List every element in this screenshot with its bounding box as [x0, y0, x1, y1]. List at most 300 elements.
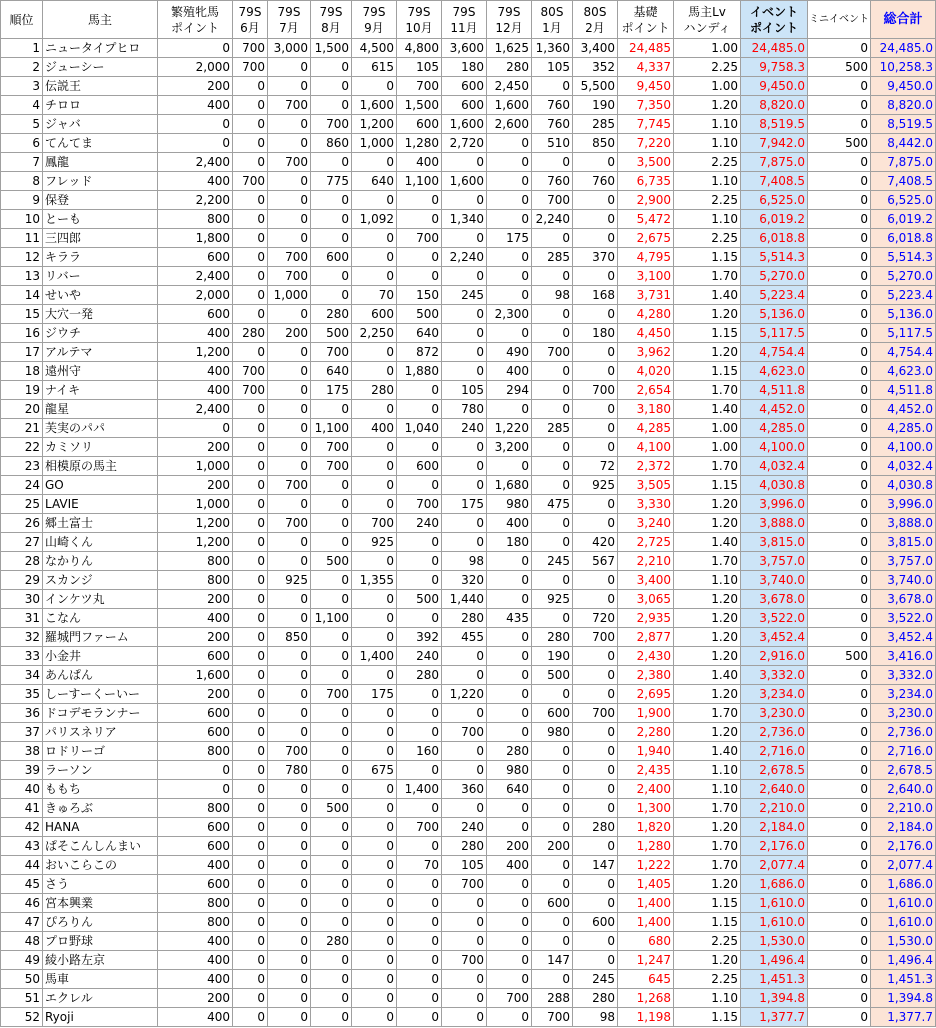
79s-dec-cell[interactable]: 0	[487, 324, 532, 343]
79s-jun-cell[interactable]: 0	[233, 96, 268, 115]
handicap-cell[interactable]: 1.10	[674, 780, 741, 799]
79s-dec-cell[interactable]: 640	[487, 780, 532, 799]
79s-oct-cell[interactable]: 400	[397, 153, 442, 172]
rank-cell[interactable]: 51	[1, 989, 43, 1008]
owner-name-cell[interactable]: ラーソン	[43, 761, 158, 780]
handicap-cell[interactable]: 1.10	[674, 172, 741, 191]
broodmare-points-cell[interactable]: 800	[158, 210, 233, 229]
rank-cell[interactable]: 19	[1, 381, 43, 400]
broodmare-points-cell[interactable]: 0	[158, 761, 233, 780]
rank-cell[interactable]: 30	[1, 590, 43, 609]
handicap-cell[interactable]: 1.10	[674, 571, 741, 590]
80s-jan-cell[interactable]: 510	[532, 134, 573, 153]
79s-sep-cell[interactable]: 0	[352, 723, 397, 742]
80s-jan-cell[interactable]: 0	[532, 457, 573, 476]
79s-nov-cell[interactable]: 0	[442, 153, 487, 172]
80s-jan-cell[interactable]: 0	[532, 742, 573, 761]
79s-nov-cell[interactable]: 105	[442, 856, 487, 875]
79s-nov-cell[interactable]: 2,240	[442, 248, 487, 267]
80s-feb-cell[interactable]: 168	[573, 286, 618, 305]
79s-jun-cell[interactable]: 700	[233, 381, 268, 400]
80s-feb-cell[interactable]: 700	[573, 704, 618, 723]
event-points-cell[interactable]: 3,996.0	[741, 495, 808, 514]
grand-total-cell[interactable]: 5,270.0	[871, 267, 936, 286]
79s-sep-cell[interactable]: 0	[352, 894, 397, 913]
base-points-cell[interactable]: 3,962	[618, 343, 674, 362]
79s-aug-cell[interactable]: 0	[311, 533, 352, 552]
79s-sep-cell[interactable]: 0	[352, 837, 397, 856]
event-points-cell[interactable]: 4,511.8	[741, 381, 808, 400]
event-points-cell[interactable]: 4,285.0	[741, 419, 808, 438]
80s-jan-cell[interactable]: 0	[532, 305, 573, 324]
79s-dec-cell[interactable]: 980	[487, 495, 532, 514]
79s-jul-cell[interactable]: 0	[268, 343, 311, 362]
grand-total-cell[interactable]: 5,136.0	[871, 305, 936, 324]
handicap-cell[interactable]: 1.00	[674, 438, 741, 457]
handicap-cell[interactable]: 1.70	[674, 837, 741, 856]
owner-name-cell[interactable]: インケツ丸	[43, 590, 158, 609]
rank-cell[interactable]: 18	[1, 362, 43, 381]
owner-name-cell[interactable]: ロドリーゴ	[43, 742, 158, 761]
broodmare-points-cell[interactable]: 2,000	[158, 58, 233, 77]
79s-dec-cell[interactable]: 280	[487, 58, 532, 77]
grand-total-cell[interactable]: 8,519.5	[871, 115, 936, 134]
79s-sep-cell[interactable]: 0	[352, 989, 397, 1008]
owner-name-cell[interactable]: ぴろりん	[43, 913, 158, 932]
handicap-cell[interactable]: 1.40	[674, 533, 741, 552]
80s-feb-cell[interactable]: 0	[573, 210, 618, 229]
79s-sep-cell[interactable]: 0	[352, 457, 397, 476]
79s-oct-cell[interactable]: 280	[397, 666, 442, 685]
mini-event-cell[interactable]: 0	[808, 799, 871, 818]
79s-sep-cell[interactable]: 600	[352, 305, 397, 324]
79s-dec-cell[interactable]: 0	[487, 970, 532, 989]
base-points-cell[interactable]: 3,100	[618, 267, 674, 286]
80s-jan-cell[interactable]: 0	[532, 514, 573, 533]
80s-feb-cell[interactable]: 850	[573, 134, 618, 153]
base-points-cell[interactable]: 3,065	[618, 590, 674, 609]
event-points-cell[interactable]: 3,522.0	[741, 609, 808, 628]
mini-event-cell[interactable]: 0	[808, 970, 871, 989]
grand-total-cell[interactable]: 1,610.0	[871, 913, 936, 932]
handicap-cell[interactable]: 1.10	[674, 115, 741, 134]
base-points-cell[interactable]: 2,877	[618, 628, 674, 647]
owner-name-cell[interactable]: 山崎くん	[43, 533, 158, 552]
rank-cell[interactable]: 22	[1, 438, 43, 457]
80s-feb-cell[interactable]: 600	[573, 913, 618, 932]
79s-nov-cell[interactable]: 0	[442, 1008, 487, 1027]
79s-oct-cell[interactable]: 700	[397, 229, 442, 248]
event-points-cell[interactable]: 2,678.5	[741, 761, 808, 780]
79s-nov-cell[interactable]: 1,340	[442, 210, 487, 229]
79s-sep-cell[interactable]: 1,355	[352, 571, 397, 590]
79s-nov-cell[interactable]: 0	[442, 267, 487, 286]
79s-sep-cell[interactable]: 1,600	[352, 96, 397, 115]
80s-feb-cell[interactable]: 0	[573, 305, 618, 324]
79s-aug-cell[interactable]: 0	[311, 58, 352, 77]
79s-jun-cell[interactable]: 0	[233, 704, 268, 723]
79s-dec-cell[interactable]: 1,220	[487, 419, 532, 438]
broodmare-points-cell[interactable]: 400	[158, 856, 233, 875]
owner-name-cell[interactable]: 馬車	[43, 970, 158, 989]
owner-name-cell[interactable]: こなん	[43, 609, 158, 628]
79s-dec-cell[interactable]: 2,600	[487, 115, 532, 134]
79s-jul-cell[interactable]: 0	[268, 172, 311, 191]
79s-jun-cell[interactable]: 0	[233, 913, 268, 932]
broodmare-points-cell[interactable]: 400	[158, 96, 233, 115]
mini-event-cell[interactable]: 0	[808, 590, 871, 609]
79s-nov-cell[interactable]: 780	[442, 400, 487, 419]
80s-jan-cell[interactable]: 285	[532, 248, 573, 267]
79s-jun-cell[interactable]: 0	[233, 514, 268, 533]
handicap-cell[interactable]: 1.20	[674, 647, 741, 666]
79s-dec-cell[interactable]: 0	[487, 457, 532, 476]
79s-sep-cell[interactable]: 0	[352, 799, 397, 818]
79s-oct-cell[interactable]: 0	[397, 837, 442, 856]
broodmare-points-cell[interactable]: 0	[158, 115, 233, 134]
owner-name-cell[interactable]: 龍星	[43, 400, 158, 419]
80s-feb-cell[interactable]: 0	[573, 723, 618, 742]
79s-sep-cell[interactable]: 0	[352, 818, 397, 837]
80s-feb-cell[interactable]: 285	[573, 115, 618, 134]
79s-jun-cell[interactable]: 0	[233, 875, 268, 894]
79s-sep-cell[interactable]: 4,500	[352, 39, 397, 58]
event-points-cell[interactable]: 4,030.8	[741, 476, 808, 495]
event-points-cell[interactable]: 2,640.0	[741, 780, 808, 799]
rank-cell[interactable]: 48	[1, 932, 43, 951]
owner-name-cell[interactable]: 保登	[43, 191, 158, 210]
79s-sep-cell[interactable]: 0	[352, 229, 397, 248]
rank-cell[interactable]: 12	[1, 248, 43, 267]
79s-jun-cell[interactable]: 0	[233, 134, 268, 153]
79s-jul-cell[interactable]: 0	[268, 495, 311, 514]
handicap-cell[interactable]: 2.25	[674, 153, 741, 172]
79s-jul-cell[interactable]: 0	[268, 1008, 311, 1027]
base-points-cell[interactable]: 1,268	[618, 989, 674, 1008]
79s-dec-cell[interactable]: 700	[487, 989, 532, 1008]
80s-jan-cell[interactable]: 0	[532, 818, 573, 837]
79s-jul-cell[interactable]: 0	[268, 115, 311, 134]
79s-dec-cell[interactable]: 435	[487, 609, 532, 628]
base-points-cell[interactable]: 2,900	[618, 191, 674, 210]
rank-cell[interactable]: 25	[1, 495, 43, 514]
79s-aug-cell[interactable]: 0	[311, 229, 352, 248]
79s-jul-cell[interactable]: 700	[268, 267, 311, 286]
owner-name-cell[interactable]: チロロ	[43, 96, 158, 115]
79s-oct-cell[interactable]: 160	[397, 742, 442, 761]
79s-jun-cell[interactable]: 0	[233, 476, 268, 495]
base-points-cell[interactable]: 2,400	[618, 780, 674, 799]
79s-jul-cell[interactable]: 850	[268, 628, 311, 647]
owner-name-cell[interactable]: 郷土富士	[43, 514, 158, 533]
79s-aug-cell[interactable]: 0	[311, 286, 352, 305]
broodmare-points-cell[interactable]: 600	[158, 818, 233, 837]
79s-oct-cell[interactable]: 700	[397, 495, 442, 514]
base-points-cell[interactable]: 5,472	[618, 210, 674, 229]
event-points-cell[interactable]: 2,184.0	[741, 818, 808, 837]
owner-name-cell[interactable]: リバー	[43, 267, 158, 286]
80s-jan-cell[interactable]: 0	[532, 875, 573, 894]
broodmare-points-cell[interactable]: 200	[158, 989, 233, 1008]
owner-name-cell[interactable]: 羅城門ファーム	[43, 628, 158, 647]
event-points-cell[interactable]: 4,452.0	[741, 400, 808, 419]
79s-oct-cell[interactable]: 0	[397, 989, 442, 1008]
79s-aug-cell[interactable]: 1,500	[311, 39, 352, 58]
handicap-cell[interactable]: 1.70	[674, 704, 741, 723]
event-points-cell[interactable]: 24,485.0	[741, 39, 808, 58]
79s-dec-cell[interactable]: 0	[487, 799, 532, 818]
79s-nov-cell[interactable]: 0	[442, 666, 487, 685]
rank-cell[interactable]: 8	[1, 172, 43, 191]
event-points-cell[interactable]: 9,450.0	[741, 77, 808, 96]
79s-jul-cell[interactable]: 700	[268, 96, 311, 115]
mini-event-cell[interactable]: 0	[808, 685, 871, 704]
79s-sep-cell[interactable]: 0	[352, 742, 397, 761]
base-points-cell[interactable]: 3,240	[618, 514, 674, 533]
broodmare-points-cell[interactable]: 400	[158, 1008, 233, 1027]
rank-cell[interactable]: 1	[1, 39, 43, 58]
owner-name-cell[interactable]: 相模原の馬主	[43, 457, 158, 476]
broodmare-points-cell[interactable]: 0	[158, 39, 233, 58]
79s-dec-cell[interactable]: 0	[487, 590, 532, 609]
79s-aug-cell[interactable]: 280	[311, 932, 352, 951]
base-points-cell[interactable]: 680	[618, 932, 674, 951]
79s-nov-cell[interactable]: 455	[442, 628, 487, 647]
79s-jun-cell[interactable]: 0	[233, 552, 268, 571]
broodmare-points-cell[interactable]: 1,200	[158, 514, 233, 533]
79s-oct-cell[interactable]: 392	[397, 628, 442, 647]
79s-jul-cell[interactable]: 0	[268, 533, 311, 552]
owner-name-cell[interactable]: 大穴一発	[43, 305, 158, 324]
79s-jul-cell[interactable]: 780	[268, 761, 311, 780]
handicap-cell[interactable]: 2.25	[674, 191, 741, 210]
broodmare-points-cell[interactable]: 2,000	[158, 286, 233, 305]
mini-event-cell[interactable]: 500	[808, 134, 871, 153]
79s-aug-cell[interactable]: 1,100	[311, 609, 352, 628]
broodmare-points-cell[interactable]: 1,800	[158, 229, 233, 248]
79s-oct-cell[interactable]: 872	[397, 343, 442, 362]
79s-jun-cell[interactable]: 0	[233, 267, 268, 286]
79s-jul-cell[interactable]: 0	[268, 210, 311, 229]
handicap-cell[interactable]: 1.40	[674, 286, 741, 305]
79s-oct-cell[interactable]: 105	[397, 58, 442, 77]
grand-total-cell[interactable]: 4,452.0	[871, 400, 936, 419]
80s-feb-cell[interactable]: 0	[573, 837, 618, 856]
owner-name-cell[interactable]: せいや	[43, 286, 158, 305]
rank-cell[interactable]: 49	[1, 951, 43, 970]
base-points-cell[interactable]: 1,300	[618, 799, 674, 818]
mini-event-cell[interactable]: 0	[808, 609, 871, 628]
rank-cell[interactable]: 29	[1, 571, 43, 590]
80s-jan-cell[interactable]: 0	[532, 381, 573, 400]
79s-nov-cell[interactable]: 245	[442, 286, 487, 305]
broodmare-points-cell[interactable]: 600	[158, 704, 233, 723]
rank-cell[interactable]: 6	[1, 134, 43, 153]
rank-cell[interactable]: 38	[1, 742, 43, 761]
79s-aug-cell[interactable]: 0	[311, 989, 352, 1008]
grand-total-cell[interactable]: 1,610.0	[871, 894, 936, 913]
80s-jan-cell[interactable]: 0	[532, 685, 573, 704]
base-points-cell[interactable]: 4,280	[618, 305, 674, 324]
owner-name-cell[interactable]: キララ	[43, 248, 158, 267]
79s-oct-cell[interactable]: 500	[397, 590, 442, 609]
79s-dec-cell[interactable]: 0	[487, 666, 532, 685]
79s-sep-cell[interactable]: 0	[352, 970, 397, 989]
79s-aug-cell[interactable]: 0	[311, 495, 352, 514]
event-points-cell[interactable]: 3,757.0	[741, 552, 808, 571]
base-points-cell[interactable]: 1,247	[618, 951, 674, 970]
80s-jan-cell[interactable]: 2,240	[532, 210, 573, 229]
79s-jun-cell[interactable]: 0	[233, 77, 268, 96]
79s-dec-cell[interactable]: 400	[487, 856, 532, 875]
base-points-cell[interactable]: 1,280	[618, 837, 674, 856]
grand-total-cell[interactable]: 1,394.8	[871, 989, 936, 1008]
broodmare-points-cell[interactable]: 2,400	[158, 400, 233, 419]
handicap-cell[interactable]: 1.20	[674, 514, 741, 533]
mini-event-cell[interactable]: 0	[808, 457, 871, 476]
handicap-cell[interactable]: 1.40	[674, 666, 741, 685]
handicap-cell[interactable]: 1.10	[674, 134, 741, 153]
handicap-cell[interactable]: 1.00	[674, 419, 741, 438]
79s-dec-cell[interactable]: 400	[487, 362, 532, 381]
80s-jan-cell[interactable]: 0	[532, 229, 573, 248]
rank-cell[interactable]: 20	[1, 400, 43, 419]
broodmare-points-cell[interactable]: 400	[158, 362, 233, 381]
79s-sep-cell[interactable]: 0	[352, 552, 397, 571]
base-points-cell[interactable]: 4,285	[618, 419, 674, 438]
79s-oct-cell[interactable]: 0	[397, 932, 442, 951]
79s-jul-cell[interactable]: 0	[268, 837, 311, 856]
79s-jun-cell[interactable]: 0	[233, 780, 268, 799]
owner-name-cell[interactable]: プロ野球	[43, 932, 158, 951]
owner-name-cell[interactable]: ジューシー	[43, 58, 158, 77]
79s-sep-cell[interactable]: 400	[352, 419, 397, 438]
79s-jul-cell[interactable]: 0	[268, 58, 311, 77]
rank-cell[interactable]: 9	[1, 191, 43, 210]
79s-oct-cell[interactable]: 0	[397, 210, 442, 229]
80s-jan-cell[interactable]: 760	[532, 172, 573, 191]
broodmare-points-cell[interactable]: 200	[158, 476, 233, 495]
80s-feb-cell[interactable]: 0	[573, 875, 618, 894]
79s-oct-cell[interactable]: 240	[397, 647, 442, 666]
79s-aug-cell[interactable]: 0	[311, 400, 352, 419]
mini-event-cell[interactable]: 0	[808, 894, 871, 913]
event-points-cell[interactable]: 9,758.3	[741, 58, 808, 77]
grand-total-cell[interactable]: 4,032.4	[871, 457, 936, 476]
79s-oct-cell[interactable]: 0	[397, 267, 442, 286]
handicap-cell[interactable]: 1.10	[674, 210, 741, 229]
80s-jan-cell[interactable]: 0	[532, 609, 573, 628]
79s-aug-cell[interactable]: 1,100	[311, 419, 352, 438]
rank-cell[interactable]: 4	[1, 96, 43, 115]
grand-total-cell[interactable]: 3,416.0	[871, 647, 936, 666]
handicap-cell[interactable]: 1.70	[674, 856, 741, 875]
79s-aug-cell[interactable]: 0	[311, 970, 352, 989]
79s-aug-cell[interactable]: 0	[311, 856, 352, 875]
79s-sep-cell[interactable]: 0	[352, 248, 397, 267]
79s-aug-cell[interactable]: 0	[311, 1008, 352, 1027]
grand-total-cell[interactable]: 3,522.0	[871, 609, 936, 628]
80s-feb-cell[interactable]: 0	[573, 419, 618, 438]
79s-jun-cell[interactable]: 0	[233, 210, 268, 229]
mini-event-cell[interactable]: 0	[808, 533, 871, 552]
grand-total-cell[interactable]: 6,019.2	[871, 210, 936, 229]
80s-jan-cell[interactable]: 0	[532, 438, 573, 457]
79s-dec-cell[interactable]: 180	[487, 533, 532, 552]
event-points-cell[interactable]: 1,496.4	[741, 951, 808, 970]
owner-name-cell[interactable]: ジウチ	[43, 324, 158, 343]
mini-event-cell[interactable]: 0	[808, 951, 871, 970]
broodmare-points-cell[interactable]: 600	[158, 647, 233, 666]
base-points-cell[interactable]: 1,940	[618, 742, 674, 761]
79s-aug-cell[interactable]: 500	[311, 324, 352, 343]
79s-aug-cell[interactable]: 500	[311, 552, 352, 571]
79s-sep-cell[interactable]: 0	[352, 495, 397, 514]
mini-event-cell[interactable]: 0	[808, 780, 871, 799]
handicap-cell[interactable]: 1.70	[674, 799, 741, 818]
79s-jun-cell[interactable]: 700	[233, 39, 268, 58]
79s-sep-cell[interactable]: 0	[352, 362, 397, 381]
80s-feb-cell[interactable]: 0	[573, 780, 618, 799]
79s-aug-cell[interactable]: 860	[311, 134, 352, 153]
79s-jul-cell[interactable]: 700	[268, 248, 311, 267]
rank-cell[interactable]: 40	[1, 780, 43, 799]
79s-dec-cell[interactable]: 1,600	[487, 96, 532, 115]
79s-sep-cell[interactable]: 70	[352, 286, 397, 305]
79s-oct-cell[interactable]: 1,100	[397, 172, 442, 191]
79s-dec-cell[interactable]: 294	[487, 381, 532, 400]
79s-jul-cell[interactable]: 0	[268, 438, 311, 457]
79s-nov-cell[interactable]: 240	[442, 419, 487, 438]
handicap-cell[interactable]: 1.15	[674, 1008, 741, 1027]
mini-event-cell[interactable]: 0	[808, 856, 871, 875]
mini-event-cell[interactable]: 0	[808, 96, 871, 115]
rank-cell[interactable]: 31	[1, 609, 43, 628]
80s-jan-cell[interactable]: 1,360	[532, 39, 573, 58]
broodmare-points-cell[interactable]: 400	[158, 951, 233, 970]
event-points-cell[interactable]: 3,234.0	[741, 685, 808, 704]
79s-sep-cell[interactable]: 0	[352, 628, 397, 647]
79s-aug-cell[interactable]: 700	[311, 457, 352, 476]
80s-jan-cell[interactable]: 0	[532, 476, 573, 495]
broodmare-points-cell[interactable]: 800	[158, 913, 233, 932]
event-points-cell[interactable]: 4,623.0	[741, 362, 808, 381]
79s-nov-cell[interactable]: 0	[442, 305, 487, 324]
79s-nov-cell[interactable]: 0	[442, 647, 487, 666]
80s-feb-cell[interactable]: 0	[573, 951, 618, 970]
broodmare-points-cell[interactable]: 1,200	[158, 533, 233, 552]
base-points-cell[interactable]: 7,350	[618, 96, 674, 115]
79s-jul-cell[interactable]: 700	[268, 476, 311, 495]
broodmare-points-cell[interactable]: 200	[158, 628, 233, 647]
base-points-cell[interactable]: 4,100	[618, 438, 674, 457]
79s-nov-cell[interactable]: 1,600	[442, 115, 487, 134]
79s-jun-cell[interactable]: 0	[233, 685, 268, 704]
79s-jun-cell[interactable]: 0	[233, 818, 268, 837]
79s-nov-cell[interactable]: 320	[442, 571, 487, 590]
79s-aug-cell[interactable]: 0	[311, 818, 352, 837]
handicap-cell[interactable]: 1.15	[674, 894, 741, 913]
79s-nov-cell[interactable]: 0	[442, 438, 487, 457]
79s-dec-cell[interactable]: 0	[487, 571, 532, 590]
mini-event-cell[interactable]: 0	[808, 381, 871, 400]
79s-nov-cell[interactable]: 0	[442, 362, 487, 381]
79s-dec-cell[interactable]: 3,200	[487, 438, 532, 457]
79s-jun-cell[interactable]: 0	[233, 742, 268, 761]
79s-dec-cell[interactable]: 0	[487, 628, 532, 647]
79s-jun-cell[interactable]: 0	[233, 400, 268, 419]
mini-event-cell[interactable]: 0	[808, 552, 871, 571]
